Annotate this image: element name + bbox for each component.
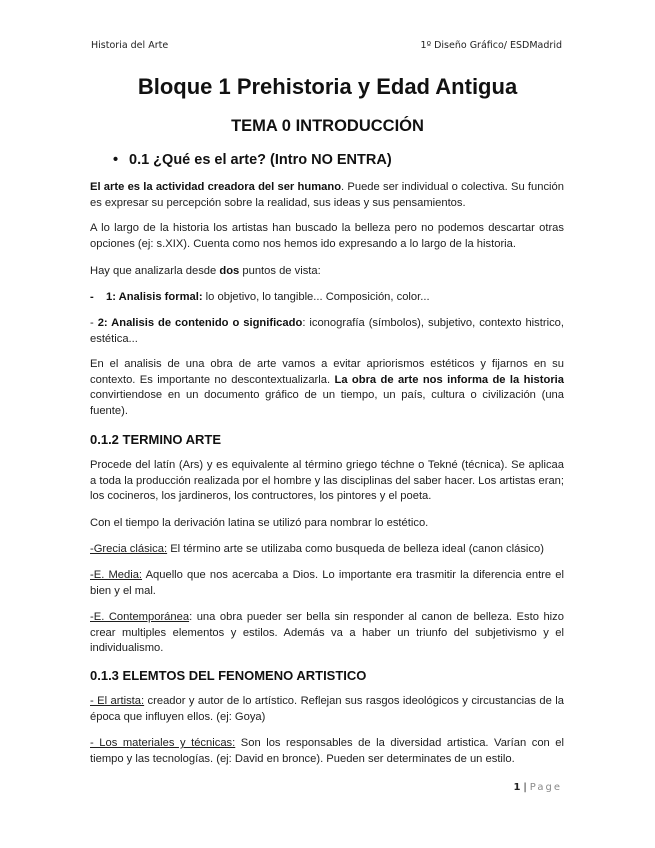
formal-dash: - [90,291,94,303]
footer-separator: | [523,782,527,793]
content-bold: 2: Analisis de contenido o significado [97,317,303,329]
contemporary-label: -E. Contemporánea [90,611,190,623]
context-post: convirtiendose en un documento gráfico de un tiempo, un país, cultura o civilización (una fuente). [90,389,564,417]
contemporary-text: : una obra pueder ser bella sin responder al canon de belleza. Esto hizo crear multiples elementos y estilos. Además va a haber un triunfo del subjetivismo y el individualismo. [90,611,564,654]
paragraph-content-analysis [90,316,564,347]
section-heading-elementos: 0.1.3 ELEMTOS DEL FENOMENO ARTISTICO [90,668,367,683]
bullet-heading [113,152,392,168]
definition-bold: El arte es la actividad creadora del ser humano [90,181,342,193]
paragraph-contemporary [90,610,564,657]
viewpoints-bold: dos [219,265,240,277]
paragraph-context [90,357,564,419]
paragraph-greece [90,542,564,558]
paragraph-viewpoints [90,264,564,280]
bullet-heading-text: 0.1 ¿Qué es el arte? (Intro NO ENTRA) [129,152,392,168]
materials-label: - Los materiales y técnicas: [90,737,236,749]
header-course: Historia del Arte [91,40,169,51]
artist-label: - El artista: [90,695,145,707]
paragraph-middle-ages [90,568,564,599]
derivation-text: Con el tiempo la derivación latina se utilizó para nombrar lo estético. [90,517,429,529]
page-number: 1 [513,782,521,793]
page-subtitle: TEMA 0 INTRODUCCIÓN [231,117,424,135]
bullet-icon: • [113,152,119,168]
middle-ages-text: Aquello que nos acercaba a Dios. Lo importante era trasmitir la diferencia entre el bien y el mal. [90,569,564,597]
page-footer [513,782,562,793]
page-title: Bloque 1 Prehistoria y Edad Antigua [137,74,518,99]
paragraph-materials [90,736,564,767]
paragraph-artist [90,694,564,725]
header-program: 1º Diseño Gráfico/ ESDMadrid [420,40,562,51]
materials-text: Son los responsables de la diversidad artistica. Varían con el tiempo y las tecnologías. (ej: David en bronce). Pueden ser determinates de un estilo. [90,737,564,765]
paragraph-formal-analysis [90,290,564,306]
middle-ages-label: -E. Media: [90,569,143,581]
paragraph-derivation [90,516,564,532]
context-bold: La obra de arte nos informa de la historia [334,373,565,386]
page-label: Page [529,782,562,793]
paragraph-history [90,221,564,252]
content-text: : iconografía (símbolos), subjetivo, contexto histrico, estética... [90,317,564,345]
content-dash: - [90,317,98,329]
origin-text: Procede del latín (Ars) y es equivalente al término griego téchne o Tekné (técnica). Se aplicaa a toda la producción realizada por el hombre y las disciplinas del saber hacer. Los artistas eran; los cocineros, los jardineros, los contructores, los pintores y el poeta. [90,459,564,502]
greece-text: El término arte se utilizaba como busqueda de belleza ideal (canon clásico) [167,543,544,555]
context-pre: En el analisis de una obra de arte vamos a evitar apriorismos estéticos y fijarnos en su contexto. Es importante no descontextualizarla. [90,358,564,386]
section-heading-termino-arte: 0.1.2 TERMINO ARTE [90,432,221,447]
definition-text: . Puede ser individual o colectiva. Su función es expresar su percepción sobre la realidad, sus ideas y sus pensamientos. [90,181,564,209]
greece-label: -Grecia clásica: [90,543,168,555]
paragraph-origin [90,458,564,505]
viewpoints-pre: Hay que analizarla desde [90,265,220,277]
formal-bold: 1: Analisis formal: [106,291,203,303]
formal-text: lo objetivo, lo tangible... Composición, color... [202,291,430,303]
paragraph-definition [90,180,564,211]
artist-text: creador y autor de lo artístico. Reflejan sus rasgos ideológicos y circustancias de la época que influyen ellos. (ej: Goya) [90,695,564,723]
history-text: A lo largo de la historia los artistas han buscado la belleza pero no podemos descartar otras opciones (ej: s.XIX). Cuenta como nos hemos ido expresando a lo largo de la historia. [90,222,564,250]
viewpoints-post: puntos de vista: [239,265,321,277]
